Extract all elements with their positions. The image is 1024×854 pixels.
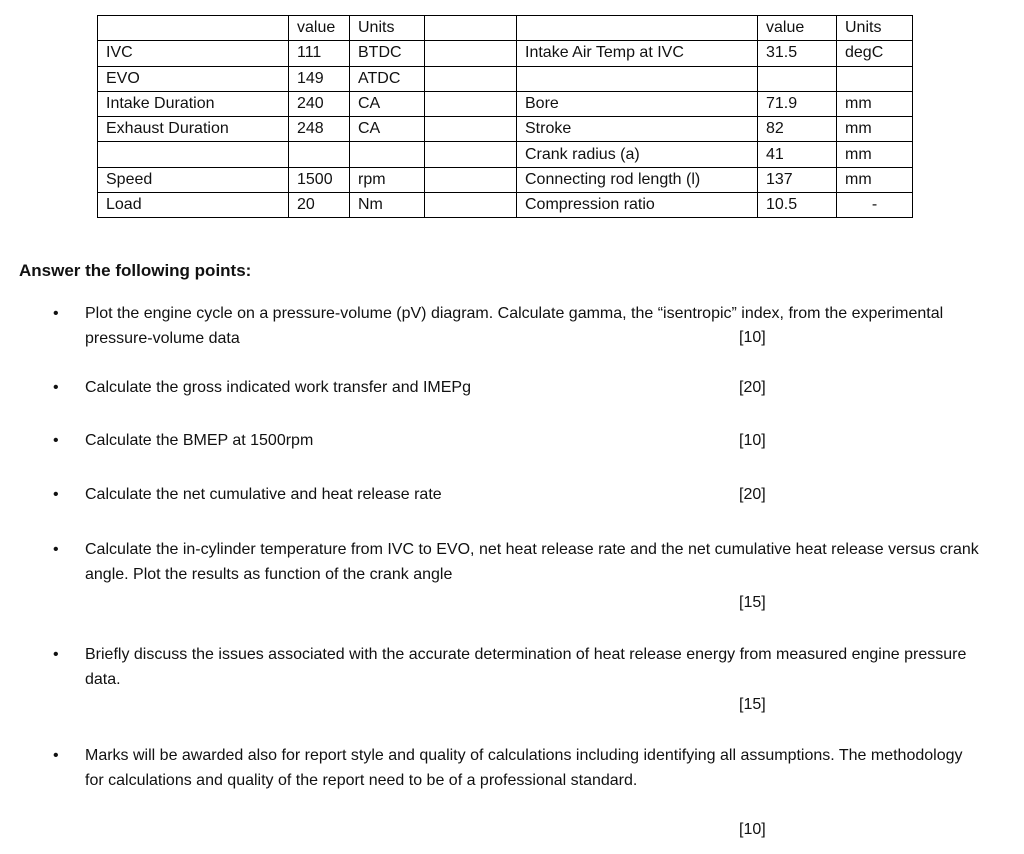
right-param-value: 137 xyxy=(758,167,837,192)
right-param-label: Stroke xyxy=(517,117,758,142)
question-text: Plot the engine cycle on a pressure-volume (pV) diagram. Calculate gamma, the “isentropic” index, from the experimental pressure-volume data xyxy=(85,305,944,347)
left-param-unit: ATDC xyxy=(350,66,425,91)
left-param-value: 248 xyxy=(289,117,350,142)
question-marks: [15] xyxy=(739,696,766,713)
spacer-cell xyxy=(425,66,517,91)
bullet-icon: • xyxy=(53,379,59,396)
spacer-cell xyxy=(425,193,517,218)
table-row xyxy=(98,41,913,66)
left-param-value xyxy=(289,142,350,167)
right-param-value xyxy=(758,66,837,91)
right-param-label: Compression ratio xyxy=(517,193,758,218)
questions-heading: Answer the following points: xyxy=(19,261,252,280)
spacer-cell xyxy=(425,167,517,192)
header-value: value xyxy=(289,16,350,41)
engine-parameters-table xyxy=(97,15,913,218)
right-param-label: Connecting rod length (l) xyxy=(517,167,758,192)
engine-parameters-table-container xyxy=(97,15,912,218)
left-param-value: 111 xyxy=(289,41,350,66)
left-param-unit: CA xyxy=(350,117,425,142)
bullet-icon: • xyxy=(53,305,59,322)
left-param-unit xyxy=(350,142,425,167)
right-param-unit: mm xyxy=(837,91,913,116)
question-text: Calculate the in-cylinder temperature from IVC to EVO, net heat release rate and the net cumulative heat release versus crank angle. Plot the results as function of the crank angle xyxy=(85,541,979,583)
spacer-cell xyxy=(425,91,517,116)
table-row xyxy=(98,167,913,192)
left-param-value: 240 xyxy=(289,91,350,116)
header-right-units: Units xyxy=(837,16,913,41)
question-marks: [15] xyxy=(739,594,766,611)
question-text: Calculate the gross indicated work transfer and IMEPg xyxy=(85,379,471,396)
left-param-unit: Nm xyxy=(350,193,425,218)
right-param-value: 41 xyxy=(758,142,837,167)
right-param-value: 71.9 xyxy=(758,91,837,116)
spacer-cell xyxy=(425,41,517,66)
bullet-icon: • xyxy=(53,646,59,663)
table-row xyxy=(98,66,913,91)
right-param-value: 31.5 xyxy=(758,41,837,66)
left-param-label: Load xyxy=(98,193,289,218)
table-row xyxy=(98,193,913,218)
left-param-label: Exhaust Duration xyxy=(98,117,289,142)
bullet-icon: • xyxy=(53,486,59,503)
right-param-unit: mm xyxy=(837,167,913,192)
left-param-label xyxy=(98,142,289,167)
left-param-label: Speed xyxy=(98,167,289,192)
left-param-value: 1500 xyxy=(289,167,350,192)
right-param-label xyxy=(517,66,758,91)
question-marks: [20] xyxy=(739,379,766,396)
right-param-unit: mm xyxy=(837,142,913,167)
question-marks: [10] xyxy=(739,821,766,838)
left-param-unit: BTDC xyxy=(350,41,425,66)
table-row xyxy=(98,142,913,167)
left-param-value: 20 xyxy=(289,193,350,218)
bullet-icon: • xyxy=(53,541,59,558)
right-param-unit: - xyxy=(837,193,913,218)
question-marks: [20] xyxy=(739,486,766,503)
question-text: Marks will be awarded also for report style and quality of calculations including identifying all assumptions. The methodology for calculations and quality of the report need to be of a professional standard. xyxy=(85,747,963,789)
spacer-cell xyxy=(425,142,517,167)
header-label-cell xyxy=(98,16,289,41)
right-param-label: Bore xyxy=(517,91,758,116)
question-text: Calculate the net cumulative and heat release rate xyxy=(85,486,442,503)
left-param-label: IVC xyxy=(98,41,289,66)
header-units: Units xyxy=(350,16,425,41)
header-spacer-cell xyxy=(425,16,517,41)
header-right-value: value xyxy=(758,16,837,41)
header-right-label-cell xyxy=(517,16,758,41)
table-header-row xyxy=(98,16,913,41)
question-marks: [10] xyxy=(739,329,766,346)
spacer-cell xyxy=(425,117,517,142)
right-param-unit xyxy=(837,66,913,91)
table-row xyxy=(98,91,913,116)
question-marks: [10] xyxy=(739,432,766,449)
left-param-label: EVO xyxy=(98,66,289,91)
bullet-icon: • xyxy=(53,747,59,764)
left-param-unit: CA xyxy=(350,91,425,116)
right-param-unit: mm xyxy=(837,117,913,142)
left-param-label: Intake Duration xyxy=(98,91,289,116)
left-param-value: 149 xyxy=(289,66,350,91)
right-param-unit: degC xyxy=(837,41,913,66)
right-param-label: Crank radius (a) xyxy=(517,142,758,167)
right-param-value: 10.5 xyxy=(758,193,837,218)
left-param-unit: rpm xyxy=(350,167,425,192)
question-text: Briefly discuss the issues associated with the accurate determination of heat release energy from measured engine pressure data. xyxy=(85,646,967,688)
bullet-icon: • xyxy=(53,432,59,449)
table-row xyxy=(98,117,913,142)
right-param-value: 82 xyxy=(758,117,837,142)
right-param-label: Intake Air Temp at IVC xyxy=(517,41,758,66)
question-text: Calculate the BMEP at 1500rpm xyxy=(85,432,314,449)
